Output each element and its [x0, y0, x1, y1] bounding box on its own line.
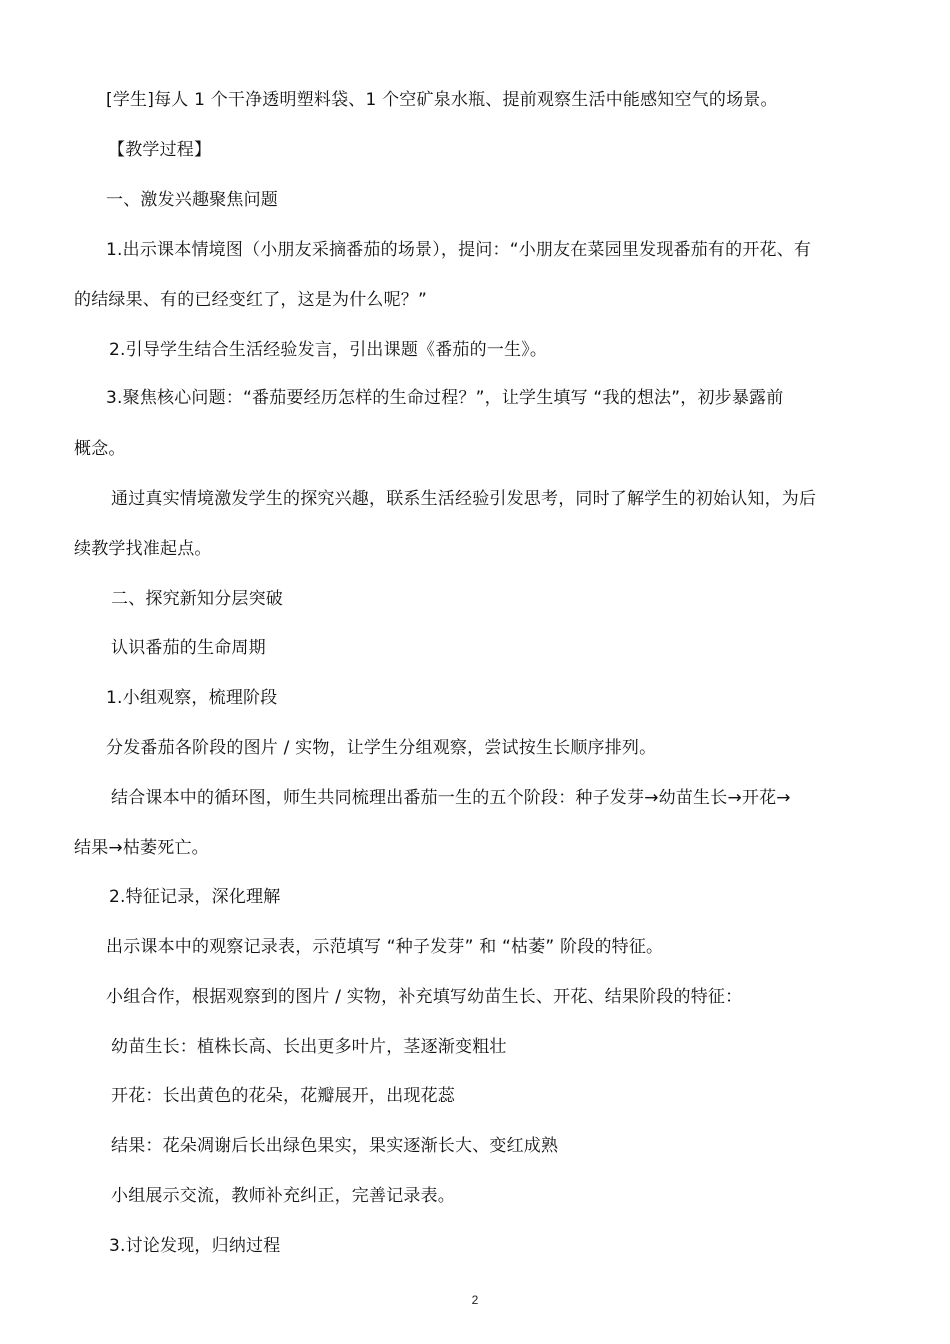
paragraph-line: 结合课本中的循环图，师生共同梳理出番茄一生的五个阶段：种子发芽→幼苗生长→开花→ [111, 788, 791, 808]
subheading: 2.特征记录，深化理解 [109, 887, 281, 907]
paragraph-line: 小组展示交流，教师补充纠正，完善记录表。 [111, 1186, 455, 1206]
subheading: 1.小组观察，梳理阶段 [106, 688, 278, 708]
paragraph-line: 分发番茄各阶段的图片 / 实物，让学生分组观察，尝试按生长顺序排列。 [106, 738, 657, 758]
paragraph-line: 概念。 [74, 439, 126, 459]
paragraph-line: 开花：长出黄色的花朵，花瓣展开，出现花蕊 [111, 1086, 455, 1106]
paragraph-line: 小组合作，根据观察到的图片 / 实物，补充填写幼苗生长、开花、结果阶段的特征： [106, 987, 743, 1007]
paragraph-line: 幼苗生长：植株长高、长出更多叶片，茎逐渐变粗壮 [111, 1037, 507, 1057]
paragraph-line: 1.出示课本情境图（小朋友采摘番茄的场景），提问：“小朋友在菜园里发现番茄有的开花、有 [106, 240, 812, 260]
page-number: 2 [471, 1293, 479, 1307]
paragraph-line: 续教学找准起点。 [74, 539, 212, 559]
paragraph-line: 2.引导学生结合生活经验发言，引出课题《番茄的一生》。 [109, 340, 548, 360]
paragraph-line: 结果→枯萎死亡。 [74, 838, 209, 858]
subheading: 认识番茄的生命周期 [111, 638, 266, 658]
paragraph-line: 结果：花朵凋谢后长出绿色果实，果实逐渐长大、变红成熟 [111, 1136, 559, 1156]
section-heading-1: 一、激发兴趣聚焦问题 [106, 190, 278, 210]
paragraph-line: 3.聚焦核心问题：“番茄要经历怎样的生命过程？”，让学生填写 “我的想法”，初步暴露前 [106, 388, 784, 408]
paragraph-line: 通过真实情境激发学生的探究兴趣，联系生活经验引发思考，同时了解学生的初始认知，为后 [111, 489, 817, 509]
section-heading-teaching-process: 【教学过程】 [108, 140, 212, 160]
paragraph-line: 的结绿果、有的已经变红了，这是为什么呢？” [74, 290, 428, 310]
paragraph-line: 出示课本中的观察记录表，示范填写 “种子发芽” 和 “枯萎” 阶段的特征。 [106, 937, 664, 957]
materials-line: [学生]每人 1 个干净透明塑料袋、1 个空矿泉水瓶、提前观察生活中能感知空气的场景。 [106, 90, 778, 110]
section-heading-2: 二、探究新知分层突破 [111, 589, 283, 609]
subheading: 3.讨论发现，归纳过程 [109, 1236, 281, 1256]
